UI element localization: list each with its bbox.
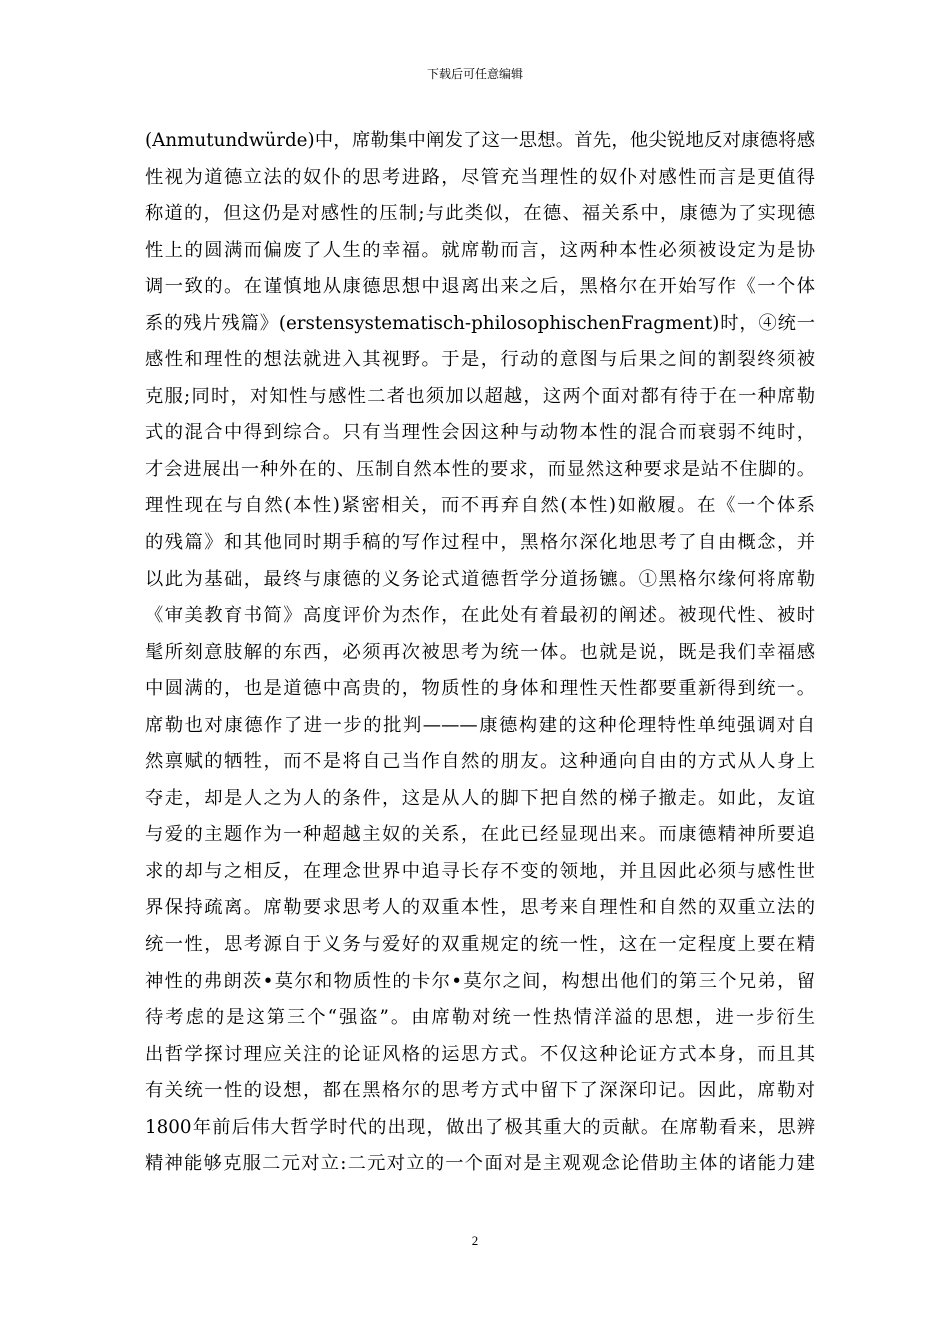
text-line: 待考虑的是这第三个“强盗”。由席勒对统一性热情洋溢的思想，进一步衍生 bbox=[145, 1007, 815, 1029]
page-header: 下载后可任意编辑 bbox=[426, 67, 523, 81]
text-line: 1800年前后伟大哲学时代的出现，做出了极其重大的贡献。在席勒看来，思辨 bbox=[145, 1116, 815, 1138]
text-line: 统一性，思考源自于义务与爱好的双重规定的统一性，这在一定程度上要在精 bbox=[145, 934, 815, 956]
text-line: 性视为道德立法的奴仆的思考进路，尽管充当理性的奴仆对感性而言是更值得 bbox=[145, 166, 815, 188]
text-line: 出哲学探讨理应关注的论证风格的运思方式。不仅这种论证方式本身，而且其 bbox=[145, 1043, 815, 1065]
text-line: 调一致的。在谨慎地从康德思想中退离出来之后，黑格尔在开始写作《一个体 bbox=[145, 276, 815, 298]
text-line: 有关统一性的设想，都在黑格尔的思考方式中留下了深深印记。因此，席勒对 bbox=[145, 1080, 815, 1102]
text-line: 《审美教育书简》高度评价为杰作，在此处有着最初的阐述。被现代性、被时 bbox=[145, 605, 815, 627]
text-line: 性上的圆满而偏废了人生的幸福。就席勒而言，这两种本性必须被设定为是协 bbox=[145, 239, 815, 261]
text-line: 夺走，却是人之为人的条件，这是从人的脚下把自然的梯子撤走。如此，友谊 bbox=[145, 787, 815, 809]
text-line: 然禀赋的牺牲，而不是将自己当作自然的朋友。这种通向自由的方式从人身上 bbox=[145, 751, 815, 773]
text-line: (Anmutundwürde)中，席勒集中阐发了这一思想。首先，他尖锐地反对康德将感 bbox=[145, 130, 815, 151]
text-line: 称道的，但这仍是对感性的压制;与此类似，在德、福关系中，康德为了实现德 bbox=[145, 203, 815, 225]
text-line: 的残篇》和其他同时期手稿的写作过程中，黑格尔深化地思考了自由概念，并 bbox=[145, 532, 815, 554]
text-line: 精神能够克服二元对立:二元对立的一个面对是主观观念论借助主体的诸能力建 bbox=[145, 1153, 815, 1175]
text-line: 中圆满的，也是道德中高贵的，物质性的身体和理性天性都要重新得到统一。 bbox=[145, 678, 815, 700]
text-line: 系的残片残篇》(erstensystematisch-philosophischenFragment)时，④统一 bbox=[145, 312, 815, 334]
text-line: 求的却与之相反，在理念世界中追寻长存不变的领地，并且因此必须与感性世 bbox=[145, 860, 815, 882]
text-line: 式的混合中得到综合。只有当理性会因这种与动物本性的混合而衰弱不纯时， bbox=[145, 422, 815, 444]
text-line: 以此为基础，最终与康德的义务论式道德哲学分道扬镳。①黑格尔缘何将席勒 bbox=[145, 568, 815, 590]
text-line: 才会进展出一种外在的、压制自然本性的要求，而显然这种要求是站不住脚的。 bbox=[145, 458, 815, 480]
text-line: 界保持疏离。席勒要求思考人的双重本性，思考来自理性和自然的双重立法的 bbox=[145, 897, 815, 919]
text-line: 神性的弗朗茨•莫尔和物质性的卡尔•莫尔之间，构想出他们的第三个兄弟，留 bbox=[145, 970, 815, 992]
text-line: 髦所刻意肢解的东西，必须再次被思考为统一体。也就是说，既是我们幸福感 bbox=[145, 641, 815, 663]
text-line: 与爱的主题作为一种超越主奴的关系，在此已经显现出来。而康德精神所要追 bbox=[145, 824, 815, 846]
text-line: 克服;同时，对知性与感性二者也须加以超越，这两个面对都有待于在一种席勒 bbox=[145, 385, 815, 407]
text-line: 感性和理性的想法就进入其视野。于是，行动的意图与后果之间的割裂终须被 bbox=[145, 349, 815, 371]
page-number: 2 bbox=[471, 1233, 479, 1248]
body-text bbox=[145, 123, 815, 1183]
text-line: 理性现在与自然(本性)紧密相关，而不再弃自然(本性)如敝履。在《一个体系 bbox=[145, 495, 815, 517]
text-line: 席勒也对康德作了进一步的批判———康德构建的这种伦理特性单纯强调对自 bbox=[145, 714, 815, 736]
